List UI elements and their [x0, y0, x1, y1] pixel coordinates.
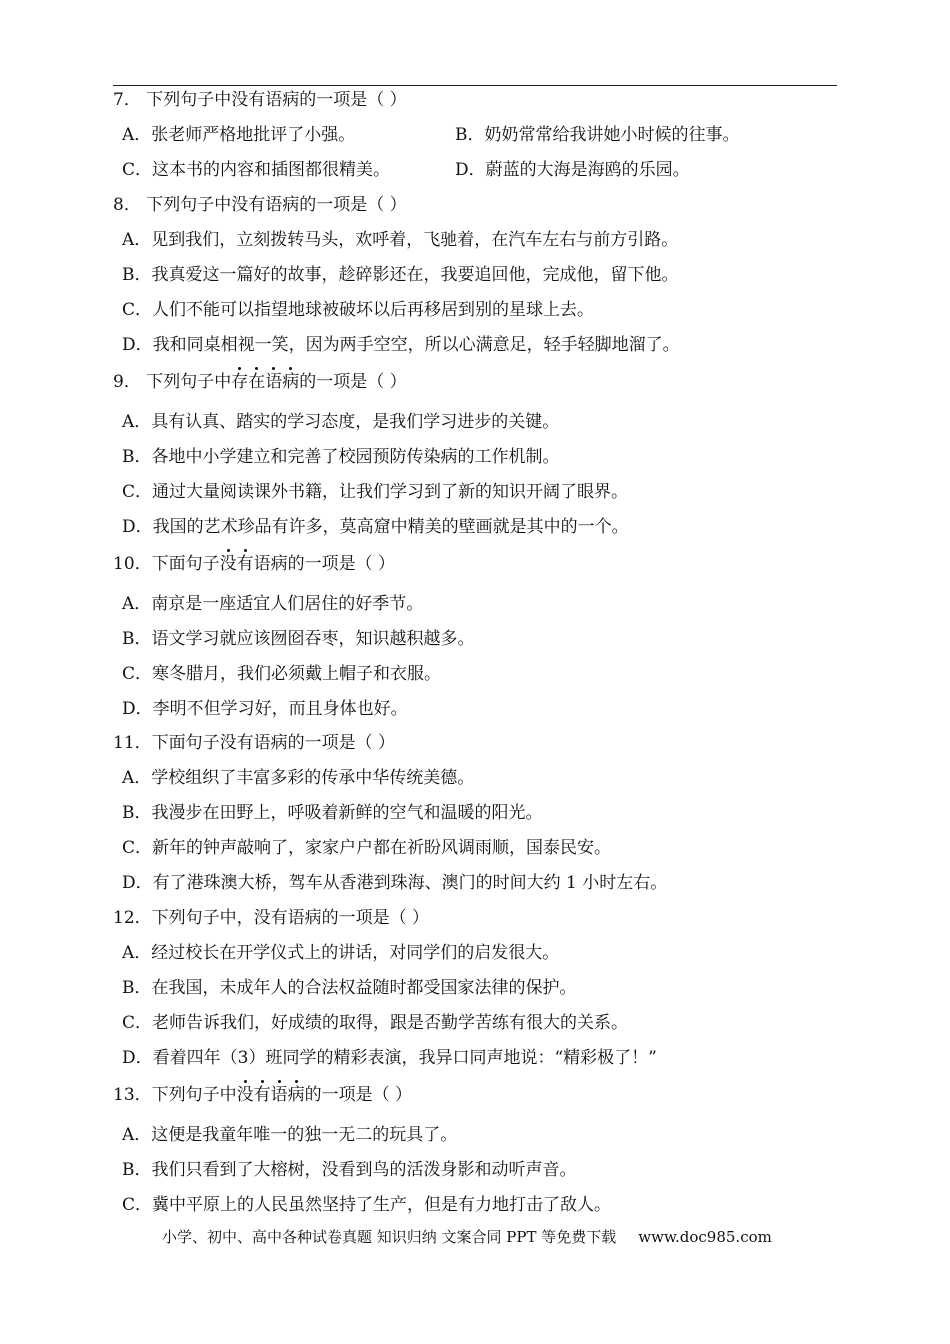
question-12-option-b: B．在我国，未成年人的合法权益随时都受国家法律的保护。	[122, 978, 577, 998]
footer-url-link[interactable]: www.doc985.com	[638, 1228, 772, 1246]
question-9-option-a: A．具有认真、踏实的学习态度，是我们学习进步的关键。	[122, 412, 560, 432]
emphasis-char: 病	[287, 1085, 305, 1105]
question-10-option-a: A．南京是一座适宜人们居住的好季节。	[122, 594, 424, 614]
question-13-option-b: B．我们只看到了大榕树，没看到鸟的活泼身影和动听声音。	[122, 1160, 577, 1180]
question-10-option-b: B．语文学习就应该囫囵吞枣，知识越积越多。	[122, 629, 475, 649]
question-12-option-a: A．经过校长在开学仪式上的讲话，对同学们的启发很大。	[122, 943, 560, 963]
question-7-option-c: C．这本书的内容和插图都很精美。	[122, 160, 391, 180]
question-10-option-d: D．李明不但学习好，而且身体也好。	[122, 699, 408, 719]
question-8-option-d: D．我和同桌相视一笑，因为两手空空，所以心满意足，轻手轻脚地溜了。	[122, 335, 680, 355]
question-13-option-a: A．这便是我童年唯一的独一无二的玩具了。	[122, 1125, 458, 1145]
question-9-emphasis	[231, 372, 299, 392]
question-7-stem: 7． 下列句子中没有语病的一项是（ ）	[113, 90, 407, 110]
question-12-option-c: C．老师告诉我们，好成绩的取得，跟是否勤学苦练有很大的关系。	[122, 1013, 629, 1033]
question-9-option-c: C．通过大量阅读课外书籍，让我们学习到了新的知识开阔了眼界。	[122, 482, 629, 502]
emphasis-char: 没	[236, 1085, 254, 1105]
question-13-option-c: C．冀中平原上的人民虽然坚持了生产，但是有力地打击了敌人。	[122, 1195, 612, 1215]
question-10-stem-start: 10．下面句子	[113, 554, 220, 574]
question-12-stem: 12．下列句子中，没有语病的一项是（ ）	[113, 908, 430, 928]
question-8-option-c: C．人们不能可以指望地球被破坏以后再移居到别的星球上去。	[122, 300, 595, 320]
question-9-stem	[113, 370, 407, 394]
question-8-option-a: A．见到我们，立刻拨转马头，欢呼着，飞驰着，在汽车左右与前方引路。	[122, 230, 679, 250]
emphasis-char: 语	[265, 372, 283, 392]
emphasis-char: 存	[231, 372, 249, 392]
question-10-option-c: C．寒冬腊月，我们必须戴上帽子和衣服。	[122, 664, 442, 684]
emphasis-char: 语	[270, 1085, 288, 1105]
emphasis-char: 在	[248, 372, 266, 392]
emphasis-char: 有	[236, 554, 254, 574]
question-10-stem	[113, 552, 395, 576]
emphasis-char: 有	[253, 1085, 271, 1105]
question-12-option-d: D．看着四年（3）班同学的精彩表演，我异口同声地说：“精彩极了！”	[122, 1048, 657, 1068]
question-10-emphasis	[220, 554, 254, 574]
emphasis-char: 病	[282, 372, 300, 392]
question-13-emphasis	[237, 1085, 305, 1105]
question-10-stem-end: 语病的一项是（ ）	[253, 554, 396, 574]
question-9-stem-end: 的一项是（ ）	[299, 372, 407, 392]
question-11-option-c: C．新年的钟声敲响了，家家户户都在祈盼风调雨顺，国泰民安。	[122, 838, 612, 858]
question-13-stem	[113, 1083, 412, 1107]
question-13-stem-end: 的一项是（ ）	[304, 1085, 413, 1105]
page-footer	[162, 1227, 772, 1247]
question-13-stem-start: 13．下列句子中	[113, 1085, 237, 1105]
question-8-stem: 8． 下列句子中没有语病的一项是（ ）	[113, 195, 407, 215]
question-7-option-b: B．奶奶常常给我讲她小时候的往事。	[455, 125, 740, 145]
question-7-option-d: D．蔚蓝的大海是海鸥的乐园。	[455, 160, 690, 180]
question-8-option-b: B．我真爱这一篇好的故事，趁碎影还在，我要追回他，完成他，留下他。	[122, 265, 679, 285]
question-11-option-b: B．我漫步在田野上，呼吸着新鲜的空气和温暖的阳光。	[122, 803, 543, 823]
emphasis-char: 没	[219, 554, 237, 574]
header-rule	[113, 85, 837, 86]
question-11-option-d: D．有了港珠澳大桥，驾车从香港到珠海、澳门的时间大约 1 小时左右。	[122, 873, 668, 893]
question-11-option-a: A．学校组织了丰富多彩的传承中华传统美德。	[122, 768, 475, 788]
question-7-option-a: A．张老师严格地批评了小强。	[122, 125, 356, 145]
question-11-stem: 11．下面句子没有语病的一项是（ ）	[113, 733, 396, 753]
footer-text: 小学、初中、高中各种试卷真题 知识归纳 文案合同 PPT 等免费下载	[162, 1228, 617, 1246]
question-9-option-d: D．我国的艺术珍品有许多，莫高窟中精美的壁画就是其中的一个。	[122, 517, 629, 537]
question-9-stem-start: 9． 下列句子中	[113, 372, 232, 392]
question-9-option-b: B．各地中小学建立和完善了校园预防传染病的工作机制。	[122, 447, 560, 467]
